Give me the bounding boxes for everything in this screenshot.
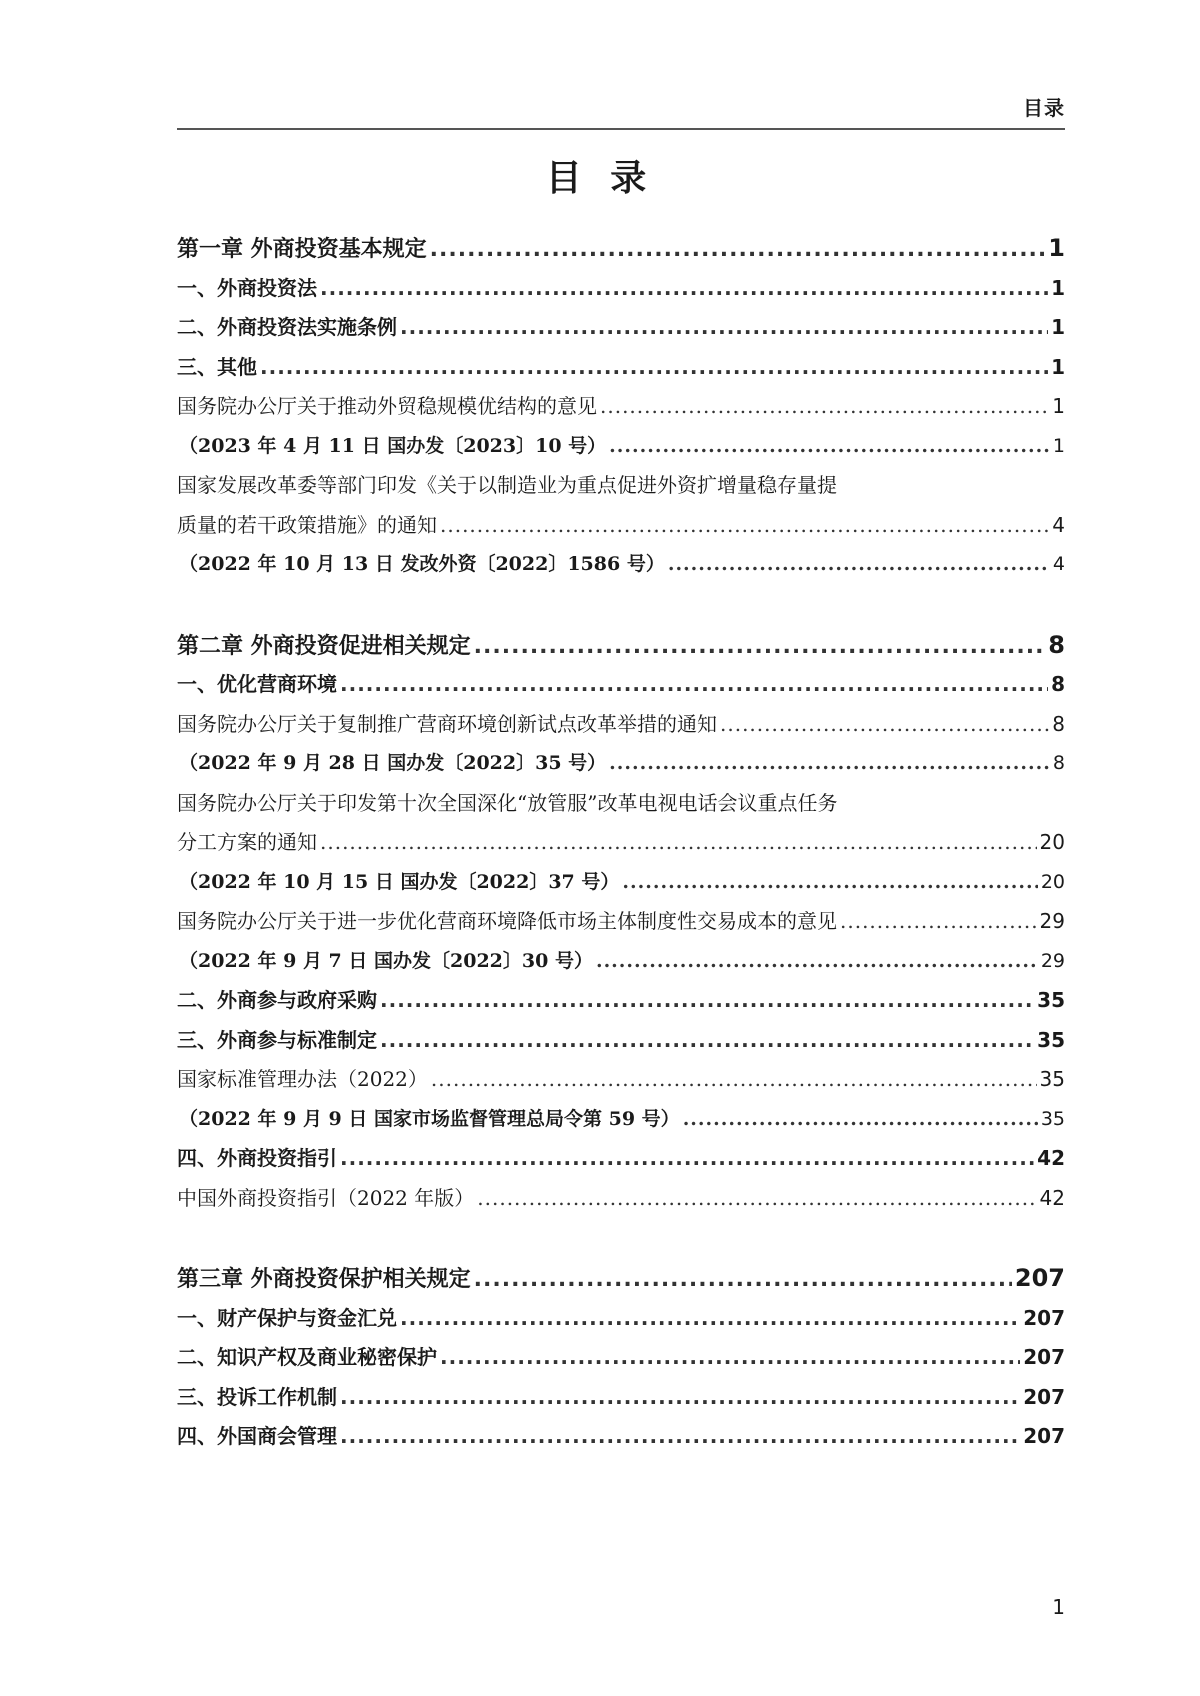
toc-entry-section[interactable] — [177, 1417, 1065, 1457]
dot-leader — [720, 705, 1049, 745]
dot-leader — [340, 1139, 1034, 1179]
chapter-page: 207 — [1014, 1264, 1065, 1292]
dot-leader — [622, 863, 1037, 903]
toc-entry-text: （2022 年 9 月 28 日 国办发〔2022〕35 号） — [179, 752, 607, 774]
toc-entry-page: 20 — [1040, 870, 1065, 893]
dot-leader — [380, 981, 1034, 1021]
toc-entry-text: 二、知识产权及商业秘密保护 — [177, 1345, 437, 1369]
toc-entry-page: 29 — [1040, 949, 1065, 972]
toc-entry-section[interactable] — [177, 1299, 1065, 1339]
toc-entry-docno[interactable] — [177, 1100, 1065, 1140]
dot-leader — [260, 348, 1048, 388]
toc-entry-line1[interactable]: 国务院办公厅关于印发第十次全国深化“放管服”改革电视电话会议重点任务 — [177, 790, 838, 815]
toc-entry-text: （2022 年 10 月 13 日 发改外资〔2022〕1586 号） — [179, 553, 665, 575]
toc-entry-doc[interactable] — [177, 1179, 1065, 1219]
toc-entry-page: 4 — [1052, 553, 1065, 575]
chapter-title: 第三章 外商投资保护相关规定 — [177, 1267, 471, 1292]
dot-leader — [320, 269, 1048, 309]
toc-entry-section[interactable] — [177, 308, 1065, 348]
dot-leader — [609, 427, 1050, 467]
dot-leader — [430, 230, 1046, 270]
header-rule — [177, 128, 1065, 130]
running-header: 目录 — [1023, 96, 1065, 120]
toc-entry-page: 4 — [1052, 512, 1065, 537]
dot-leader — [380, 1021, 1034, 1061]
toc-entry-page: 1 — [1052, 434, 1065, 457]
toc-entry-page: 42 — [1037, 1146, 1065, 1170]
toc-entry-doc[interactable] — [177, 705, 1065, 745]
toc-entry-text: 一、财产保护与资金汇兑 — [177, 1305, 397, 1330]
toc-entry-doc[interactable] — [177, 387, 1065, 427]
dot-leader — [320, 823, 1037, 863]
toc-entry-docno[interactable] — [177, 744, 1065, 784]
toc-entry-text: 质量的若干政策措施》的通知 — [177, 512, 437, 537]
chapter-page: 8 — [1048, 630, 1065, 659]
toc-entry-section[interactable] — [177, 1378, 1065, 1418]
toc-entry-text: 分工方案的通知 — [177, 830, 317, 854]
toc-entry-doc[interactable] — [177, 506, 1065, 546]
toc-entry-page: 1 — [1052, 394, 1065, 418]
toc-entry-doc[interactable] — [177, 902, 1065, 942]
toc-entry-page: 207 — [1023, 1345, 1065, 1369]
toc-entry-text: 国家标准管理办法（2022） — [177, 1067, 428, 1091]
toc-entry-text: 四、外国商会管理 — [177, 1424, 337, 1448]
toc-entry-docno[interactable] — [177, 427, 1065, 467]
toc-entry-text: （2022 年 9 月 9 日 国家市场监督管理总局令第 59 号） — [179, 1107, 680, 1130]
toc-entry-page: 8 — [1052, 711, 1065, 736]
toc-entry-page: 42 — [1039, 1185, 1065, 1210]
toc-entry-page: 35 — [1037, 1027, 1065, 1052]
toc-entry-text: 三、外商参与标准制定 — [177, 1027, 377, 1052]
toc-entry-page: 207 — [1023, 1305, 1065, 1330]
chapter-entry[interactable] — [177, 229, 1065, 269]
toc-entry-page: 29 — [1039, 909, 1065, 933]
toc-entry-text: 中国外商投资指引（2022 年版） — [177, 1185, 475, 1210]
dot-leader — [340, 1378, 1020, 1418]
toc-entry-page: 35 — [1039, 1067, 1065, 1091]
toc-entry-page: 35 — [1037, 988, 1065, 1012]
toc-entry-docno[interactable] — [177, 942, 1065, 982]
toc-entry-docno[interactable] — [177, 863, 1065, 903]
toc-entry-text: （2022 年 10 月 15 日 国办发〔2022〕37 号） — [179, 870, 620, 893]
dot-leader — [400, 1299, 1020, 1339]
toc-entry-section[interactable] — [177, 348, 1065, 388]
chapter-page: 1 — [1048, 234, 1065, 262]
toc-entry-doc[interactable] — [177, 823, 1065, 863]
toc-entry-line1[interactable]: 国家发展改革委等部门印发《关于以制造业为重点促进外资扩增量稳存量提 — [177, 473, 837, 497]
toc-entry-text: 二、外商投资法实施条例 — [177, 315, 397, 339]
toc-entry-text: 四、外商投资指引 — [177, 1146, 337, 1170]
toc-entry-text: （2023 年 4 月 11 日 国办发〔2023〕10 号） — [179, 434, 607, 457]
toc-entry-section[interactable] — [177, 1338, 1065, 1378]
toc-entry-page: 207 — [1023, 1384, 1065, 1409]
toc-entry-text: 一、优化营商环境 — [177, 672, 337, 696]
table-of-contents — [177, 229, 1065, 1457]
dot-leader — [600, 387, 1049, 427]
chapter-entry[interactable] — [177, 626, 1065, 666]
page-title: 目 录 — [545, 158, 655, 199]
toc-entry-doc[interactable] — [177, 1060, 1065, 1100]
toc-entry-section[interactable] — [177, 665, 1065, 705]
toc-entry-page: 1 — [1051, 275, 1065, 300]
dot-leader — [840, 902, 1037, 942]
dot-leader — [340, 665, 1048, 705]
chapter-entry[interactable] — [177, 1259, 1065, 1299]
toc-entry-section[interactable] — [177, 981, 1065, 1021]
toc-entry-page: 1 — [1051, 315, 1065, 339]
toc-entry-text: 三、投诉工作机制 — [177, 1384, 337, 1409]
dot-leader — [440, 506, 1049, 546]
page-number: 1 — [1052, 1595, 1065, 1619]
dot-leader — [683, 1100, 1038, 1140]
dot-leader — [340, 1417, 1020, 1457]
dot-leader — [440, 1338, 1020, 1378]
toc-entry-section[interactable] — [177, 269, 1065, 309]
toc-entry-section[interactable] — [177, 1139, 1065, 1179]
toc-entry-text: 国务院办公厅关于复制推广营商环境创新试点改革举措的通知 — [177, 711, 717, 736]
dot-leader — [400, 308, 1048, 348]
toc-entry-page: 35 — [1040, 1107, 1065, 1130]
toc-entry-page: 8 — [1051, 672, 1065, 696]
chapter-gap — [177, 585, 1065, 626]
dot-leader — [596, 942, 1038, 982]
toc-entry-text: （2022 年 9 月 7 日 国办发〔2022〕30 号） — [179, 949, 593, 972]
dot-leader — [477, 1179, 1036, 1219]
dot-leader — [668, 545, 1050, 585]
toc-entry-text: 二、外商参与政府采购 — [177, 988, 377, 1012]
chapter-gap — [177, 1218, 1065, 1259]
toc-entry-text: 国务院办公厅关于推动外贸稳规模优结构的意见 — [177, 394, 597, 418]
dot-leader — [609, 744, 1050, 784]
toc-entry-section[interactable] — [177, 1021, 1065, 1061]
toc-entry-page: 207 — [1023, 1424, 1065, 1448]
toc-entry-page: 20 — [1039, 830, 1065, 854]
toc-entry-page: 8 — [1052, 752, 1065, 774]
toc-entry-text: 一、外商投资法 — [177, 275, 317, 300]
dot-leader — [474, 1260, 1012, 1300]
dot-leader — [431, 1060, 1037, 1100]
toc-entry-docno[interactable] — [177, 545, 1065, 585]
dot-leader — [474, 627, 1046, 667]
toc-entry-text: 三、其他 — [177, 354, 257, 379]
chapter-title: 第二章 外商投资促进相关规定 — [177, 633, 471, 659]
chapter-title: 第一章 外商投资基本规定 — [177, 237, 427, 262]
toc-entry-text: 国务院办公厅关于进一步优化营商环境降低市场主体制度性交易成本的意见 — [177, 909, 837, 933]
toc-entry-page: 1 — [1051, 354, 1065, 379]
